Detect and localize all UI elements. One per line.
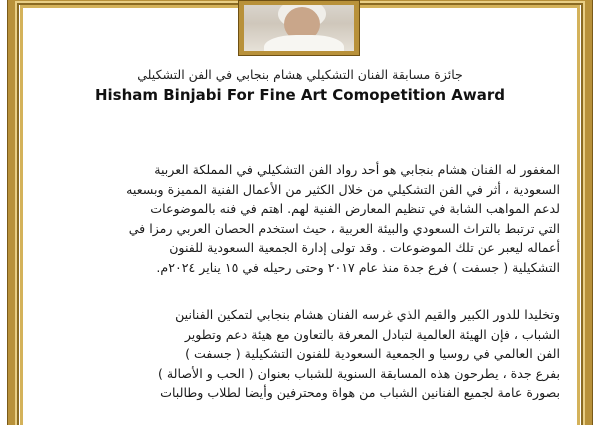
award-title-english: Hisham Binjabi For Fine Art Comopetition Award — [94, 86, 506, 104]
paragraph-line: الفن العالمي في روسيا و الجمعية السعودية للفنون التشكيلية ( جسفت ) — [185, 346, 560, 361]
paragraph-line: لدعم المواهب الشابة في تنظيم المعارض الفنية لهم. اهتم في فنه بالموضوعات — [150, 201, 560, 216]
paragraph-line: التي ترتبط بالتراث السعودي والبيئة العربية ، حيث استخدم الحصان العربي رمزا في — [128, 220, 560, 236]
paragraph-line: بصورة عامة لجميع الفنانين الشباب من هواة ومحترفين وأيضا لطلاب وطالبات — [160, 385, 560, 400]
portrait-photo — [244, 5, 354, 51]
artist-portrait — [238, 0, 360, 56]
biography-paragraph — [44, 160, 560, 277]
paragraph-line: الشباب ، فإن الهيئة العالمية لتبادل المعرفة بالتعاون مع هيئة دعم وتطوير — [184, 326, 560, 342]
paragraph-line: السعودية ، أثر في الفن التشكيلي من خلال الكثير من الأعمال الفنية المميزة وبسعيه — [126, 181, 560, 197]
competition-paragraph — [44, 305, 560, 403]
award-title-arabic: جائزة مسابقة الفنان التشكيلي هشام بنجابي في الفن التشكيلي — [137, 67, 463, 82]
paragraph-line: المغفور له الفنان هشام بنجابي هو أحد رواد الفن التشكيلي في المملكة العربية — [154, 162, 560, 177]
paragraph-line: أعماله ليعبر عن تلك الموضوعات . وقد تولى إدارة الجمعية السعودية للفنون — [169, 240, 560, 255]
paragraph-line: بفرع جدة ، يطرحون هذه المسابقة السنوية للشباب بعنوان ( الحب و الأصالة ) — [158, 365, 560, 381]
paragraph-line: التشكيلية ( جسفت ) فرع جدة منذ عام ٢٠١٧ وحتى رحيله في ١٥ يناير ٢٠٢٤م. — [156, 259, 560, 275]
paragraph-line: وتخليدا للدور الكبير والقيم الذي غرسه الفنان هشام بنجابي لتمكين الفنانين — [175, 307, 560, 322]
